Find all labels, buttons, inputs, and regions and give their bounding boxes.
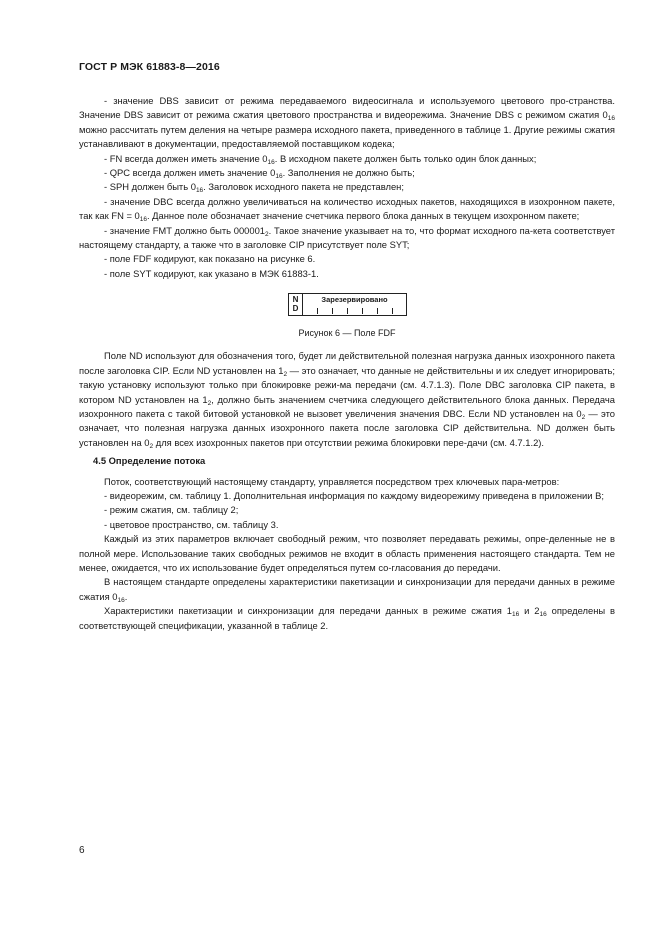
paragraph-stream: Поток, соответствующий настоящему стандарту, управляется посредством трех ключевых пара-метров: [104,475,560,487]
list-item-dbs: - значение DBS зависит от режима передаваемого видеосигнала и используемого цветового про-странства. Значение DBS зависит от режима сжатия цветового пространства и видеорежима. Значение DBS с режимом сжатия $0_{16}$ можно рассчитать путем деления на четыре размера исходного пакета, приведенного в таблице 1. Другие режимы сжатия устанавливают в документации, предоставляемой поставщиком кодека; [79,95,615,150]
list-item-video-mode: - видеорежим, см. таблицу 1. Дополнительная информация по каждому видеорежиму приведена в приложении В; [104,489,604,501]
nd-label-bottom: D [292,304,299,314]
bit-tick [332,308,333,314]
list-item-fn: - FN всегда должен иметь значение $0_{16}$. В исходном пакете должен быть только один блок данных; [104,152,537,166]
paragraph-free-mode: Каждый из этих параметров включает свободный режим, что позволяет передавать режимы, опре-деленные не в полной мере. Использование таких свободных режимов не входит в область применения настоящего стандарта. Тем не менее, ожидается, что их использование будет определяться путем со-гласования до передачи. [79,533,615,573]
document-header: ГОСТ Р МЭК 61883-8—2016 [79,61,220,73]
paragraph-nd: Поле ND используют для обозначения того, будет ли действительной полезная нагрузка данных изохронного пакета после заголовка CIP. Если ND установлен на $1_2$ — это означает, что данные не действительны и их следует игнорировать; такую установку используют только при блокировке режи-ма передачи (см. 4.7.1.3). Поле DBC заголовка CIP пакета, в котором ND установлен на $1_2$, должно быть значением счетчика следующего действительного блока данных. Передача изохронного пакета с такой битовой установкой не вызовет увеличения значения DBC. Если ND установлен на $0_2$ — это означает, что полезная нагрузка данных изохронного пакета после заголовка CIP действительна. ND должен быть установлен на $0_2$ для всех изохронных пакетов при отсутствии режима блокировки пере-дачи (см. 4.7.1.2). [79,350,615,450]
bit-tick [317,308,318,314]
list-item-fdf: - поле FDF кодируют, как показано на рисунке 6. [104,253,316,265]
bit-tick [362,308,363,314]
figure-caption: Рисунок 6 — Поле FDF [298,328,396,339]
paragraph-mode-1-2: Характеристики пакетизации и синхронизации для передачи данных в режиме сжатия $1_{16}$ и $2_{16}$ определены в соответствующей спецификации, указанной в таблице 2. [79,605,615,631]
bit-tick [347,308,348,314]
list-item-sph: - SPH должен быть $0_{16}$. Заголовок исходного пакета не представлен; [104,181,404,195]
list-item-dbc: - значение DBC всегда должно увеличиваться на количество исходных пакетов, находящихся в изохронном пакете, так как FN = $0_{16}$. Данное поле обозначает значение счетчика первого блока данных в текущем изохронном пакете; [79,195,615,224]
paragraph-mode-0: В настоящем стандарте определены характеристики пакетизации и синхронизации для передачи данных в режиме сжатия $0_{16}$. [79,576,615,604]
nd-bit-cell [289,294,303,315]
figure-6 [79,293,615,349]
reserved-bits-cell: Зарезервировано [321,295,388,305]
list-item-qpc: - QPC всегда должен иметь значение $0_{16}$. Заполнения не должно быть; [104,167,415,181]
section-heading: 4.5 Определение потока [93,455,206,467]
list-item-syt: - поле SYT кодируют, как указано в МЭК 61883-1. [104,267,319,279]
page-body [79,94,615,633]
bit-tick [392,308,393,314]
list-item-compression: - режим сжатия, см. таблицу 2; [104,504,239,516]
nd-label-top: N [292,295,299,305]
list-item-color-space: - цветовое пространство, см. таблицу 3. [104,518,279,530]
fdf-field-diagram [288,293,407,316]
list-item-fmt: - значение FMT должно быть $000001_2$. Такое значение указывает на то, что формат исходного па-кета соответствует настоящему стандарту, а также что в заголовке CIP присутствует поле SYT; [79,224,615,251]
bit-tick [377,308,378,314]
page-number: 6 [79,845,85,856]
